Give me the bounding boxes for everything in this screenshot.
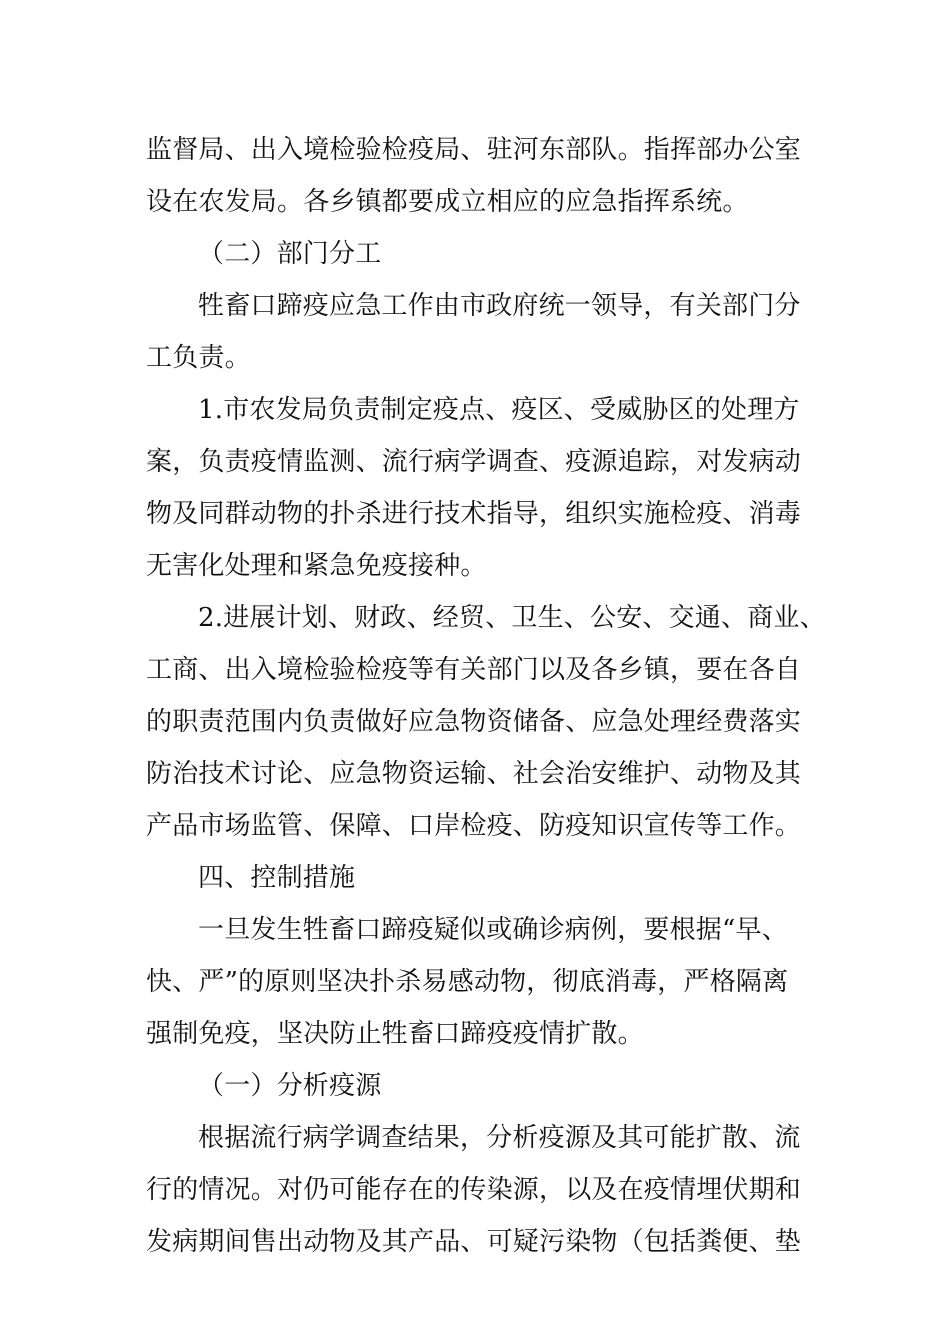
text-line: 2.进展计划、财政、经贸、卫生、公安、交通、商业、 <box>198 603 826 633</box>
text-line: 根据流行病学调查结果，分析疫源及其可能扩散、流 <box>198 1123 801 1153</box>
section-heading: （二）部门分工 <box>198 239 382 269</box>
section-heading: （一）分析疫源 <box>198 1071 382 1101</box>
text-line: 强制免疫，坚决防止牲畜口蹄疫疫情扩散。 <box>146 1019 644 1049</box>
text-line: 发病期间售出动物及其产品、可疑污染物（包括粪便、垫 <box>146 1227 802 1257</box>
text-line: 工负责。 <box>146 343 251 373</box>
text-line: 牲畜口蹄疫应急工作由市政府统一领导，有关部门分 <box>198 291 801 321</box>
text-line: 防治技术讨论、应急物资运输、社会治安维护、动物及其 <box>146 759 802 789</box>
text-line: 的职责范围内负责做好应急物资储备、应急处理经费落实 <box>146 707 802 737</box>
text-line: 无害化处理和紧急免疫接种。 <box>146 551 487 581</box>
text-line: 工商、出入境检验检疫等有关部门以及各乡镇，要在各自 <box>146 655 802 685</box>
text-line: 行的情况。对仍可能存在的传染源，以及在疫情埋伏期和 <box>146 1175 802 1205</box>
document-body <box>146 124 826 1268</box>
text-line: 监督局、出入境检验检疫局、驻河东部队。指挥部办公室 <box>146 135 802 165</box>
text-line: 产品市场监管、保障、口岸检疫、防疫知识宣传等工作。 <box>146 811 802 841</box>
text-line: 1.市农发局负责制定疫点、疫区、受威胁区的处理方 <box>198 395 800 425</box>
text-line: 物及同群动物的扑杀进行技术指导，组织实施检疫、消毒 <box>146 499 802 529</box>
text-line: 一旦发生牲畜口蹄疫疑似或确诊病例，要根据“早、 <box>198 915 788 945</box>
text-line: 快、严”的原则坚决扑杀易感动物，彻底消毒，严格隔离 <box>146 967 789 997</box>
text-line: 案，负责疫情监测、流行病学调查、疫源追踪，对发病动 <box>146 447 802 477</box>
text-line: 设在农发局。各乡镇都要成立相应的应急指挥系统。 <box>146 187 749 217</box>
section-heading: 四、控制措施 <box>198 863 356 893</box>
